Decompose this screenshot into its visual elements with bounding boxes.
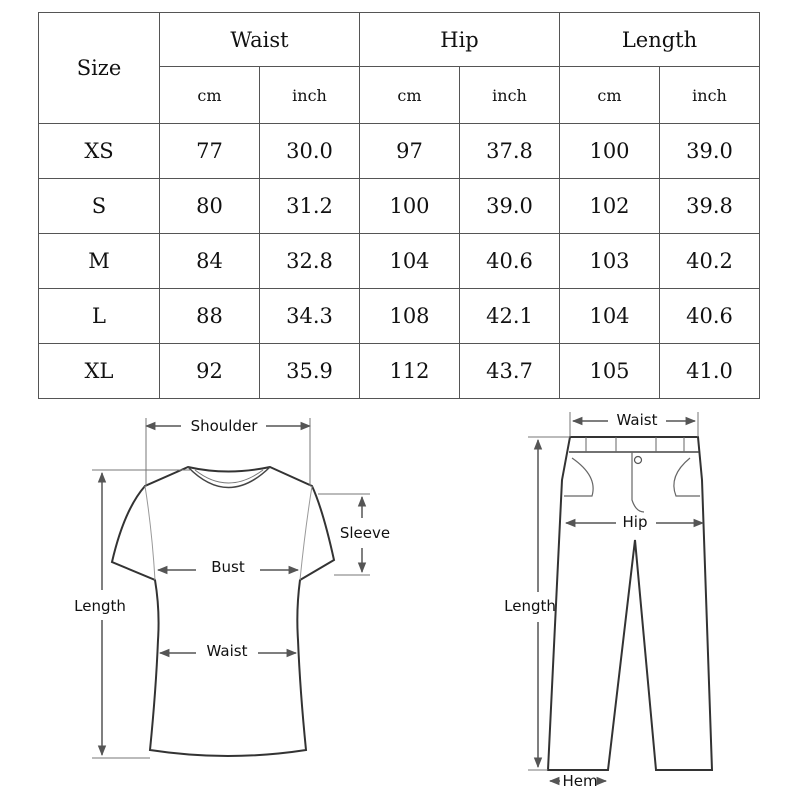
pants-diagram xyxy=(504,411,712,790)
pants-outline xyxy=(548,437,712,770)
value-cell: 40.6 xyxy=(460,234,560,289)
group-header-row xyxy=(39,13,760,67)
value-cell: 84 xyxy=(160,234,260,289)
hem-label: Hem xyxy=(562,772,598,790)
unit-header: cm xyxy=(160,67,260,124)
size-cell: XL xyxy=(39,344,160,399)
value-cell: 112 xyxy=(360,344,460,399)
value-cell: 30.0 xyxy=(260,124,360,179)
value-cell: 37.8 xyxy=(460,124,560,179)
table-row xyxy=(39,234,760,289)
value-cell: 39.8 xyxy=(660,179,760,234)
size-table xyxy=(38,12,760,399)
size-header: Size xyxy=(39,13,160,124)
pants-left-pocket xyxy=(564,458,593,496)
pants-button xyxy=(635,457,642,464)
value-cell: 34.3 xyxy=(260,289,360,344)
value-cell: 102 xyxy=(560,179,660,234)
pants-length-label: Length xyxy=(504,597,556,615)
shirt-length-label: Length xyxy=(74,597,126,615)
waist-header: Waist xyxy=(160,13,360,67)
bust-label: Bust xyxy=(211,558,245,576)
value-cell: 31.2 xyxy=(260,179,360,234)
value-cell: 39.0 xyxy=(660,124,760,179)
pants-right-pocket xyxy=(674,458,700,496)
value-cell: 88 xyxy=(160,289,260,344)
tshirt-left-seam xyxy=(145,486,155,580)
table-row xyxy=(39,179,760,234)
length-header: Length xyxy=(560,13,760,67)
pants-waist-label: Waist xyxy=(616,411,658,429)
value-cell: 40.6 xyxy=(660,289,760,344)
value-cell: 80 xyxy=(160,179,260,234)
size-chart xyxy=(38,12,760,399)
table-row xyxy=(39,289,760,344)
tshirt-diagram xyxy=(74,417,390,758)
tshirt-right-seam xyxy=(300,486,312,580)
value-cell: 40.2 xyxy=(660,234,760,289)
value-cell: 104 xyxy=(560,289,660,344)
table-row xyxy=(39,344,760,399)
value-cell: 39.0 xyxy=(460,179,560,234)
value-cell: 108 xyxy=(360,289,460,344)
size-cell: XS xyxy=(39,124,160,179)
value-cell: 100 xyxy=(560,124,660,179)
unit-header: cm xyxy=(360,67,460,124)
value-cell: 32.8 xyxy=(260,234,360,289)
size-cell: S xyxy=(39,179,160,234)
tshirt-outline xyxy=(112,467,334,756)
value-cell: 105 xyxy=(560,344,660,399)
unit-header: cm xyxy=(560,67,660,124)
value-cell: 35.9 xyxy=(260,344,360,399)
value-cell: 42.1 xyxy=(460,289,560,344)
sleeve-label: Sleeve xyxy=(339,524,391,542)
value-cell: 104 xyxy=(360,234,460,289)
size-cell: L xyxy=(39,289,160,344)
table-row xyxy=(39,124,760,179)
measurement-diagrams xyxy=(0,400,800,800)
hip-header: Hip xyxy=(360,13,560,67)
value-cell: 97 xyxy=(360,124,460,179)
shoulder-label: Shoulder xyxy=(190,417,258,435)
unit-header: inch xyxy=(460,67,560,124)
pants-fly xyxy=(632,452,644,512)
value-cell: 77 xyxy=(160,124,260,179)
shirt-waist-label: Waist xyxy=(206,642,248,660)
hip-label: Hip xyxy=(622,513,648,531)
size-cell: M xyxy=(39,234,160,289)
value-cell: 41.0 xyxy=(660,344,760,399)
value-cell: 43.7 xyxy=(460,344,560,399)
unit-header: inch xyxy=(660,67,760,124)
unit-header: inch xyxy=(260,67,360,124)
value-cell: 103 xyxy=(560,234,660,289)
value-cell: 92 xyxy=(160,344,260,399)
value-cell: 100 xyxy=(360,179,460,234)
